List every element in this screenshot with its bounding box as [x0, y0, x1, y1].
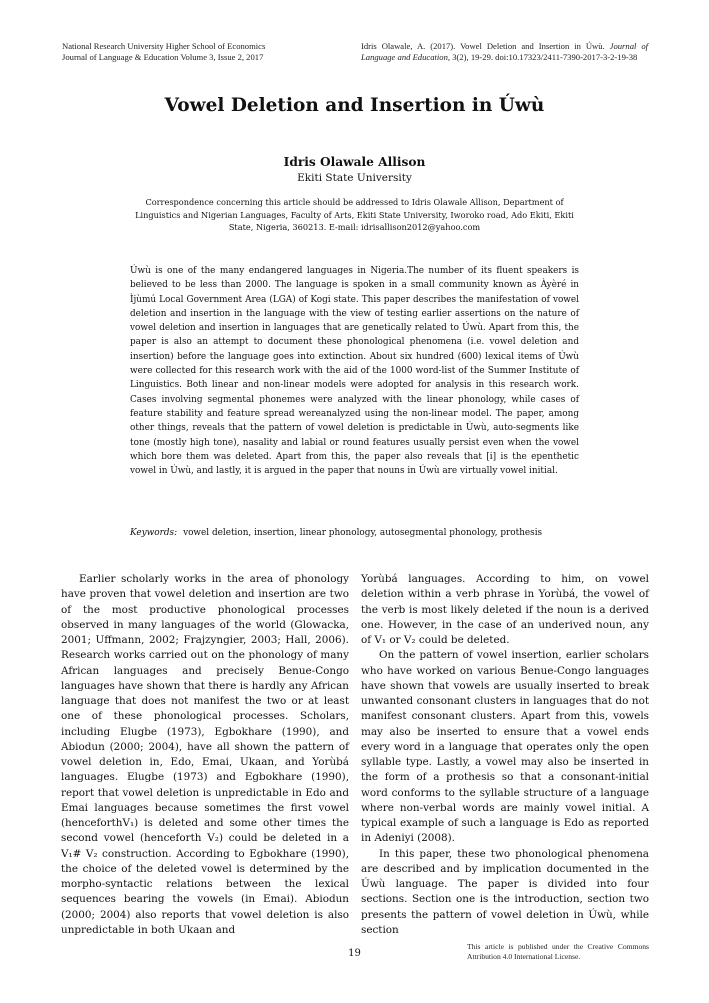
author-name: Idris Olawale Allison [283, 155, 426, 169]
header-journal-issue: Journal of Language & Education Volume 3, Issue 2, 2017 [62, 52, 264, 62]
body-paragraph: Yorùbá languages. According to him, on vowel deletion within a verb phrase in Yorùbá, the vowel of the verb is most likely deleted if the noun is a derived one. However, in the case of an underived noun, any of V₁ or V₂ could be deleted. [361, 573, 649, 646]
correspondence-note: Correspondence concerning this article should be addressed to Idris Olawale Allison, Department of Linguistics and Nigerian Languages, Faculty of Arts, Ekiti State University, Iworoko road, Ado Ekiti, Ekiti State, Nigeria, 360213. E-mail: idrisallison2012@yahoo.com [135, 197, 574, 233]
body-paragraph: Earlier scholarly works in the area of phonology have proven that vowel deletion and insertion are two of the most productive phonological processes observed in many languages of the world (Glowacka, 2001; Uffmann, 2002; Frajzyngier, 2003; Hall, 2006). Research works carried out on the phonology of many African languages and precisely Benue-Congo languages have shown that there is hardly any African language that does not manifest the two or at least one of these phonological processes. Scholars, including Elugbe (1973), Egbokhare (1990), and Abiodun (2000; 2004), have all shown the pattern of vowel deletion in, Edo, Emai, Ukaan, and Yorùbá languages. Elugbe (1973) and Egbokhare (1990), report that vowel deletion is unpredictable in Edo and Emai languages because sometimes the first vowel (henceforthV₁) is deleted and some other times the second vowel (henceforth V₂) could be deleted in a V₁# V₂ construction. According to Egbokhare (1990), the choice of the deleted vowel is determined by the morpho-syntactic relations between the lexical sequences bearing the vowels (in Emai). Abiodun (2000; 2004) also reports that vowel deletion is also unpredictable in both Ukaan and [61, 573, 349, 936]
abstract: Úwù is one of the many endangered languages in Nigeria.The number of its fluent speakers is believed to be less than 2000. The language is spoken in a small community known as Àyèré in Ìjùmú Local Government Area (LGA) of Kogi state. This paper describes the manifestation of vowel deletion and insertion in the language with the view of testing earlier assertions on the nature of vowel deletion and insertion in languages that are genetically related to Úwù. Apart from this, the paper is also an attempt to document these phonological phenomena (i.e. vowel deletion and insertion) before the language goes into extinction. About six hundred (600) lexical items of Úwù were collected for this research work with the aid of the 1000 word-list of the Summer Institute of Linguistics. Both linear and non-linear models were adopted for analysis in this research work. Cases involving segmental phonemes were analyzed with the linear phonology, while cases of feature stability and feature spread wereanalyzed using the non-linear model. The paper, among other things, reveals that the pattern of vowel deletion is predictable in Úwù, auto-segments like tone (mostly high tone), nasality and labial or round features usually persist even when the vowel which bore them was deleted. Apart from this, the paper also reveals that [i] is the epenthetic vowel in Úwù, and lastly, it is argued in the paper that nouns in Úwù are virtually vowel initial. [130, 266, 579, 477]
license-note: This article is published under the Creative Commons Attribution 4.0 International License. [467, 942, 649, 961]
page-number: 19 [348, 948, 361, 959]
author-affiliation: Ekiti State University [297, 172, 412, 184]
citation-journal: Journal of Language and Education, [361, 41, 649, 62]
body-paragraph: On the pattern of vowel insertion, earlier scholars who have worked on various Benue-Congo languages have shown that vowels are usually inserted to break unwanted consonant clusters in languages that do not manifest consonant clusters. Apart from this, vowels may also be inserted to ensure that a vowel ends every word in a language that operates only the open syllable type. Lastly, a vowel may also be inserted in the form of a prothesis so that a consonant-initial word conforms to the syllable structure of a language where non-verbal words are mainly vowel initial. A typical example of such a language is Edo as reported in Adeniyi (2008). [361, 649, 649, 845]
body-paragraph: In this paper, these two phonological phenomena are described and by implication documented in the Úwù language. The paper is divided into four sections. Section one is the introduction, section two presents the pattern of vowel deletion in Úwù, while section [361, 847, 649, 936]
keywords-text: vowel deletion, insertion, linear phonology, autosegmental phonology, prothesis [183, 528, 543, 538]
running-header-left [62, 41, 342, 63]
citation-suffix: 3(2), 19-29. doi:10.17323/2411-7390-2017-3-2-19-38 [452, 52, 638, 62]
running-header-citation [361, 41, 648, 63]
header-institution: National Research University Higher School of Economics [62, 41, 266, 51]
keywords-label: Keywords: [130, 528, 178, 538]
body-column-right [361, 572, 649, 938]
body-column-left [61, 572, 349, 938]
article-title: Vowel Deletion and Insertion in Úwù [164, 95, 545, 116]
citation-prefix: Idris Olawale, A. (2017). Vowel Deletion and Insertion in Úwù. [361, 41, 605, 51]
keywords [130, 527, 579, 540]
